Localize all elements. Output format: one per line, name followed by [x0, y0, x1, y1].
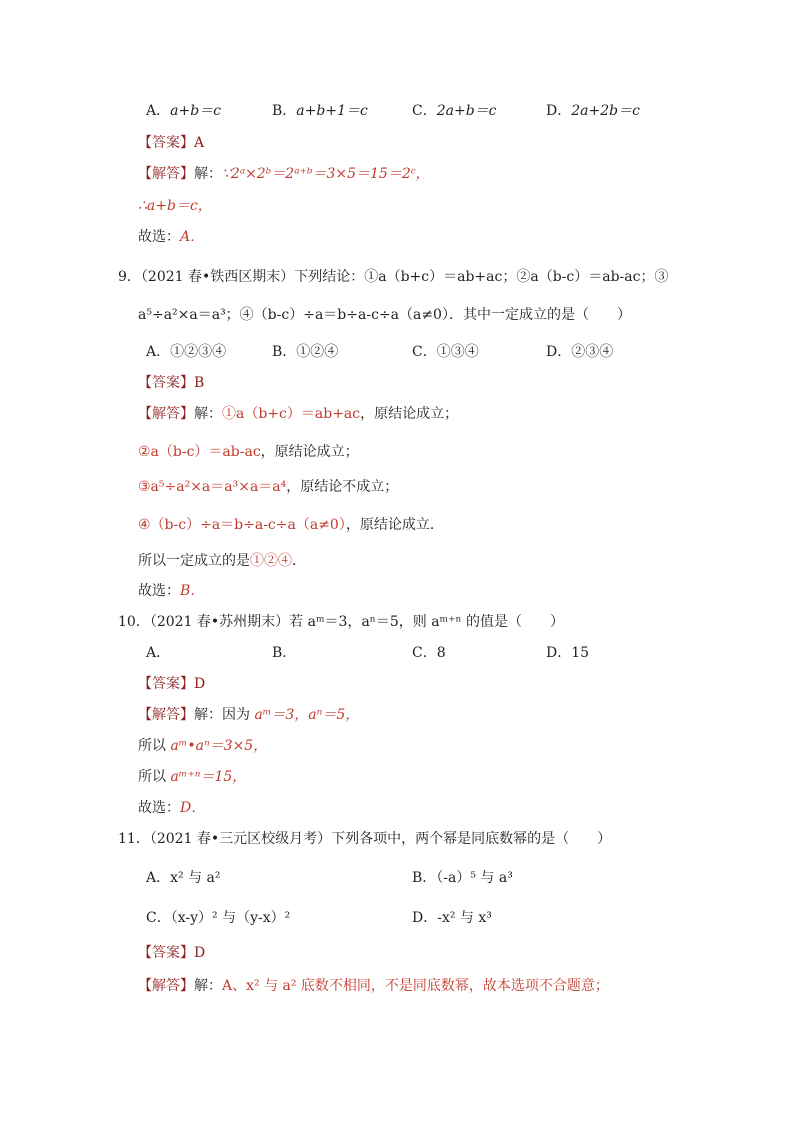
q8-solution-line2: ∴a+b＝c，: [138, 198, 212, 214]
q10-solution-line2: 所以 aᵐ•aⁿ＝3×5，: [138, 738, 268, 754]
q8-choose: 故选：A．: [138, 229, 205, 245]
q8-option-d: D．2a+2b＝c: [546, 103, 640, 119]
q11-answer: 【答案】D: [138, 945, 206, 961]
q11-solution-line1: 【解答】解：A、x² 与 a² 底数不相同，不是同底数幂，故本选项不合题意；: [138, 978, 609, 994]
q11-option-a: A．x² 与 a²: [146, 870, 221, 886]
q8-option-b: B．a+b+1＝c: [272, 103, 368, 119]
q8-option-a: A．a+b＝c: [146, 103, 222, 119]
q10-option-b: B．: [272, 645, 297, 661]
q9-option-c: C．①③④: [412, 344, 479, 360]
q10-solution-line1: 【解答】解：因为 aᵐ＝3，aⁿ＝5，: [138, 707, 360, 723]
q10-option-d: D．15: [546, 645, 590, 661]
q11-option-b: B．（-a）⁵ 与 a³: [412, 870, 513, 886]
q11-option-c: C．（x-y）² 与（y-x）²: [146, 910, 291, 926]
q9-option-b: B．①②④: [272, 344, 339, 360]
q9-solution-line4: ④（b-c）÷a＝b÷a-c÷a（a≠0），原结论成立．: [138, 517, 444, 533]
q9-answer: 【答案】B: [138, 375, 205, 391]
q10-solution-line3: 所以 aᵐ⁺ⁿ＝15，: [138, 769, 247, 785]
q11-stem: 11．（2021 春•三元区校级月考）下列各项中，两个幂是同底数幂的是（ ）: [118, 831, 612, 847]
q9-option-a: A．①②③④: [146, 344, 227, 360]
q10-option-a: A．: [146, 645, 171, 661]
q10-option-c: C．8: [412, 645, 446, 661]
q11-option-d: D．-x² 与 x³: [412, 910, 492, 926]
q9-solution-line3: ③a⁵÷a²×a＝a³×a＝a⁴，原结论不成立；: [138, 479, 399, 495]
q9-solution-line1: 【解答】解：①a（b+c）＝ab+ac，原结论成立；: [138, 406, 459, 422]
q9-solution-line5: 所以一定成立的是①②④．: [138, 553, 306, 569]
q9-stem-line1: 9．（2021 春•铁西区期末）下列结论：①a（b+c）＝ab+ac；②a（b-c）＝ab-ac；③: [118, 269, 669, 285]
q9-choose: 故选：B．: [138, 583, 205, 599]
q9-solution-line2: ②a（b-c）＝ab-ac，原结论成立；: [138, 444, 359, 460]
q9-option-d: D．②③④: [546, 344, 614, 360]
q8-solution-line1: 【解答】解：∵2ᵃ×2ᵇ＝2ᵃ⁺ᵇ＝3×5＝15＝2ᶜ，: [138, 166, 430, 182]
q9-stem-line2: a⁵÷a²×a＝a³；④（b-c）÷a＝b÷a-c÷a（a≠0）．其中一定成立的是（ ）: [138, 307, 631, 323]
q8-option-c: C．2a+b＝c: [412, 103, 497, 119]
q10-stem: 10．（2021 春•苏州期末）若 aᵐ＝3，aⁿ＝5，则 aᵐ⁺ⁿ 的值是（ ）: [118, 614, 565, 630]
q10-answer: 【答案】D: [138, 676, 206, 692]
q8-answer: 【答案】A: [138, 135, 205, 151]
q10-choose: 故选：D．: [138, 800, 206, 816]
